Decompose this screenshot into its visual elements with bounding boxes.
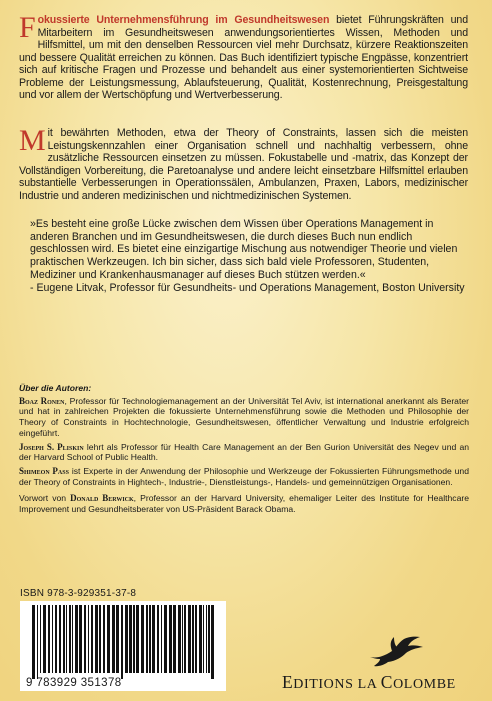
author-bio: lehrt als Professor für Health Care Management an der Ben Gurion Universität des Negev und an der Harvard School of Public Health. xyxy=(19,441,470,463)
barcode-bar xyxy=(79,605,82,673)
foreword xyxy=(19,493,469,514)
barcode-bar xyxy=(146,605,148,673)
publisher-word: OLOMBE xyxy=(393,677,456,692)
barcode-bar xyxy=(66,605,67,673)
foreword-prefix: Vorwort von xyxy=(19,493,71,504)
author-name: Shimeon Pass xyxy=(19,465,69,476)
author-ronen xyxy=(19,396,469,439)
barcode-bar xyxy=(182,605,183,673)
barcode xyxy=(20,601,226,691)
barcode-bar xyxy=(52,605,53,673)
barcode-bar xyxy=(188,605,191,673)
barcode-bar xyxy=(136,605,139,673)
barcode-bar xyxy=(91,605,93,673)
barcode-bar xyxy=(95,605,98,673)
barcode-bar xyxy=(59,605,61,673)
quote-attribution: - Eugene Litvak, Professor für Gesundheits- und Operations Management, Boston University xyxy=(30,281,465,294)
barcode-bar xyxy=(164,605,167,673)
barcode-bar xyxy=(63,605,65,673)
author-name: Joseph S. Pliskin xyxy=(19,441,84,452)
barcode-digits: 9 783929 351378 xyxy=(26,677,122,689)
barcode-bar xyxy=(129,605,132,673)
barcode-bar xyxy=(208,605,210,673)
publisher-word: LA xyxy=(357,677,381,692)
barcode-bar xyxy=(99,605,101,673)
dove-icon xyxy=(368,635,426,669)
author-name: Boaz Ronen xyxy=(19,395,65,406)
quote-text: »Es besteht eine große Lücke zwischen dem Wissen über Operations Management in anderen Branchen und im Gesundheitswesen, die durch dieses Buch nun endlich geschlossen wird. Es bietet eine einzigartige Mischung aus notwendiger Theorie und vielen praktischen Werkzeugen. Ich bin sicher, dass sich bald viele Professoren, Studenten, Mediziner und Krankenhausmanager auf dieses Buch stützen werden.« xyxy=(30,218,458,281)
barcode-bar xyxy=(125,605,128,673)
barcode-bar xyxy=(107,605,110,673)
isbn-label: ISBN 978-3-929351-37-8 xyxy=(20,588,137,599)
barcode-bar xyxy=(199,605,202,673)
barcode-bar xyxy=(211,605,214,679)
publisher-initial: C xyxy=(380,672,394,692)
barcode-bar xyxy=(184,605,186,673)
endorsement-quote xyxy=(30,218,468,294)
publisher-word: DITIONS xyxy=(293,677,358,692)
foreword-text: , Professor an der Harvard University, ehemaliger Leiter des Institute for Healthcare Improvement und Gesundheitsberater von US-Präsident Barack Obama. xyxy=(19,493,469,515)
barcode-bar xyxy=(178,605,181,673)
barcode-bar xyxy=(133,605,135,673)
author-bio: ist Experte in der Anwendung der Philosophie und Werkzeuge der Fokussierten Führungsmethode und der Theory of Constraints in Hightech-, Industrie-, Dienstleistungs-, Handels- und gemeinnützigen Organisationen. xyxy=(19,465,469,487)
author-pliskin xyxy=(19,442,469,463)
publisher-initial: E xyxy=(282,672,294,692)
barcode-bar xyxy=(84,605,86,673)
author-bio: , Professor für Technologiemanagement an der Universität Tel Aviv, ist international anerkannt als Berater und hat in zahlreichen Projekten die fokussierte Unternehmensführung sowie die Methoden und Philosophie der Theory of Constraints in Hochtechnologie, Gesundheitswesen, öffentlicher Verwaltung und Industrie erfolgreich eingeführt. xyxy=(19,395,469,438)
barcode-bar xyxy=(103,605,105,673)
authors-section xyxy=(19,383,469,518)
barcode-bar xyxy=(169,605,172,673)
drop-cap-m: M xyxy=(19,124,46,157)
barcode-bar xyxy=(206,605,207,673)
barcode-bar xyxy=(152,605,155,673)
barcode-bar xyxy=(37,605,38,679)
publisher-name xyxy=(282,672,456,693)
barcode-bar xyxy=(192,605,194,673)
barcode-bar xyxy=(149,605,151,673)
intro-paragraph xyxy=(19,11,468,102)
barcode-bar xyxy=(161,605,162,673)
method-paragraph xyxy=(19,124,468,202)
barcode-bar xyxy=(116,605,119,673)
drop-cap-f: F xyxy=(19,11,36,44)
intro-text: bietet Führungskräften und Mitarbeitern im Gesundheitswesen anwendungsorientiertes Wissen, Methoden und Hilfsmittel, um mit den denselben Ressourcen viel mehr Durchsatz, kürzere Reaktionszeiten und bessere Qualität erreichen zu können. Das Buch identifiziert typische Engpässe, konzentriert sich auf kritische Fragen und Prozesse und behandelt aus einer systemorientierten Sichtweise Probleme der Leistungsmessung, Ablaufsteuerung, Qualität, Kostenrechnung, Preisgestaltung und vor allem der Wertschöpfung und Wertverbesserung. xyxy=(19,14,468,102)
barcode-bar xyxy=(40,605,41,673)
barcode-bar xyxy=(88,605,89,673)
authors-heading: Über die Autoren: xyxy=(19,383,92,393)
barcode-bar xyxy=(75,605,78,673)
foreword-author: Donald Berwick xyxy=(70,493,134,504)
barcode-bar xyxy=(72,605,73,673)
method-text: it bewährten Methoden, etwa der Theory of Constraints, lassen sich die meisten Leistungskennzahlen einer Organisation schnell und nachhaltig verbessern, ohne zusätzliche Ressourcen einsetzen zu müssen. Fokustabelle und -matrix, das Konzept der Vollständigen Vorbereitung, die Paretoanalyse und andere leicht einsetzbare Hilfsmittel erlauben substantielle Verbesserungen in Operationssälen, Ambulanzen, Praxen, Labors, medizinischer Industrie und anderen medizinischen und nichtmedizinischen Systemen. xyxy=(19,127,468,202)
barcode-bar xyxy=(55,605,57,673)
barcode-bar xyxy=(173,605,176,673)
barcode-bar xyxy=(157,605,159,673)
book-title-highlight: okussierte Unternehmensführung im Gesundheitswesen xyxy=(37,14,330,26)
barcode-bar xyxy=(112,605,115,673)
author-pass xyxy=(19,466,469,487)
barcode-bar xyxy=(43,605,46,673)
barcode-bar xyxy=(121,605,123,679)
barcode-bar xyxy=(32,605,35,679)
barcode-bar xyxy=(141,605,144,673)
barcode-bar xyxy=(69,605,71,673)
barcode-bar xyxy=(203,605,204,673)
barcode-bar xyxy=(48,605,50,673)
barcode-bar xyxy=(195,605,197,673)
